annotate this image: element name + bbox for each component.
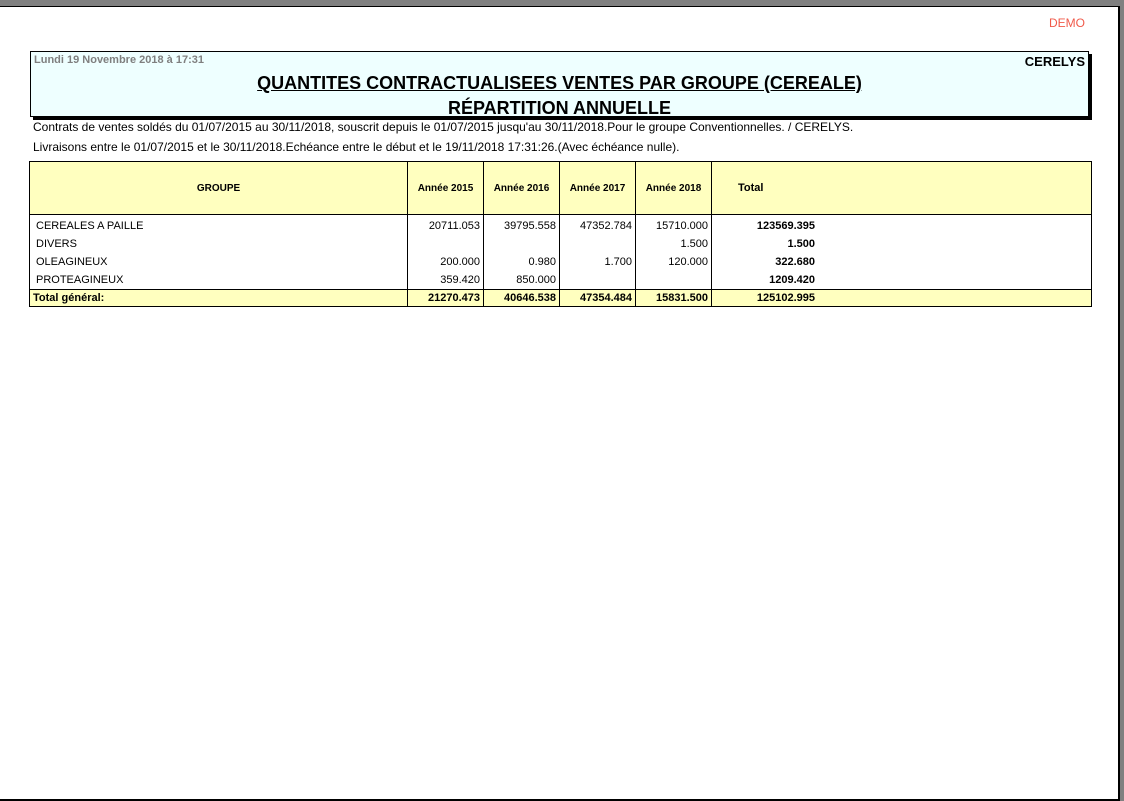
cell-2016: 850.000	[484, 271, 560, 290]
cell-groupe: OLEAGINEUX	[36, 256, 108, 268]
cell-total: 322.680	[775, 256, 815, 268]
cell-2017: 47352.784	[560, 215, 636, 236]
table-row	[30, 271, 1092, 290]
table-row	[30, 253, 1092, 271]
report-title: QUANTITES CONTRACTUALISEES VENTES PAR GROUPE (CEREALE)	[257, 73, 862, 93]
demo-watermark: DEMO	[1049, 16, 1085, 30]
table-row	[30, 215, 1092, 236]
report-date: Lundi 19 Novembre 2018 à 17:31	[34, 54, 204, 66]
cell-2016	[484, 235, 560, 253]
cell-2018: 15710.000	[636, 215, 712, 236]
filter-criteria-line-2: Livraisons entre le 01/07/2015 et le 30/11/2018.Echéance entre le début et le 19/11/2018 17:31:26.(Avec échéance nulle).	[33, 140, 680, 154]
cell-2017	[560, 235, 636, 253]
cell-total: 1.500	[787, 238, 815, 250]
grand-total-label: Total général:	[30, 290, 408, 307]
company-name: CERELYS	[1024, 54, 1085, 69]
column-header-filler	[818, 162, 1092, 215]
cell-groupe: DIVERS	[36, 238, 77, 250]
column-header-2017: Année 2017	[560, 162, 636, 215]
cell-2016: 39795.558	[484, 215, 560, 236]
cell-2016: 0.980	[484, 253, 560, 271]
cell-total: 1209.420	[769, 274, 815, 286]
cell-2017	[560, 271, 636, 290]
cell-2018: 1.500	[636, 235, 712, 253]
column-header-2016: Année 2016	[484, 162, 560, 215]
cell-2018: 120.000	[636, 253, 712, 271]
grand-total-2015: 21270.473	[408, 290, 484, 307]
cell-2015: 20711.053	[408, 215, 484, 236]
cell-2015: 200.000	[408, 253, 484, 271]
cell-2017: 1.700	[560, 253, 636, 271]
cell-groupe: CEREALES A PAILLE	[36, 220, 144, 232]
grand-total-total: 125102.995	[712, 290, 819, 307]
report-header	[30, 51, 1089, 117]
cell-total: 123569.395	[756, 220, 815, 232]
column-header-2015: Année 2015	[408, 162, 484, 215]
report-table	[29, 161, 1092, 307]
table-header-row	[30, 162, 1092, 215]
grand-total-2017: 47354.484	[560, 290, 636, 307]
grand-total-row	[30, 290, 1092, 307]
table-row	[30, 235, 1092, 253]
column-header-total: Total	[712, 162, 819, 215]
grand-total-2018: 15831.500	[636, 290, 712, 307]
cell-2018	[636, 271, 712, 290]
column-header-2018: Année 2018	[636, 162, 712, 215]
cell-2015: 359.420	[408, 271, 484, 290]
column-header-groupe: GROUPE	[30, 162, 408, 215]
grand-total-2016: 40646.538	[484, 290, 560, 307]
filter-criteria-line-1: Contrats de ventes soldés du 01/07/2015 au 30/11/2018, souscrit depuis le 01/07/2015 jusqu'au 30/11/2018.Pour le groupe Conventionnelles. / CERELYS.	[33, 120, 854, 134]
cell-2015	[408, 235, 484, 253]
cell-groupe: PROTEAGINEUX	[36, 274, 124, 286]
report-subtitle: RÉPARTITION ANNUELLE	[448, 98, 671, 118]
